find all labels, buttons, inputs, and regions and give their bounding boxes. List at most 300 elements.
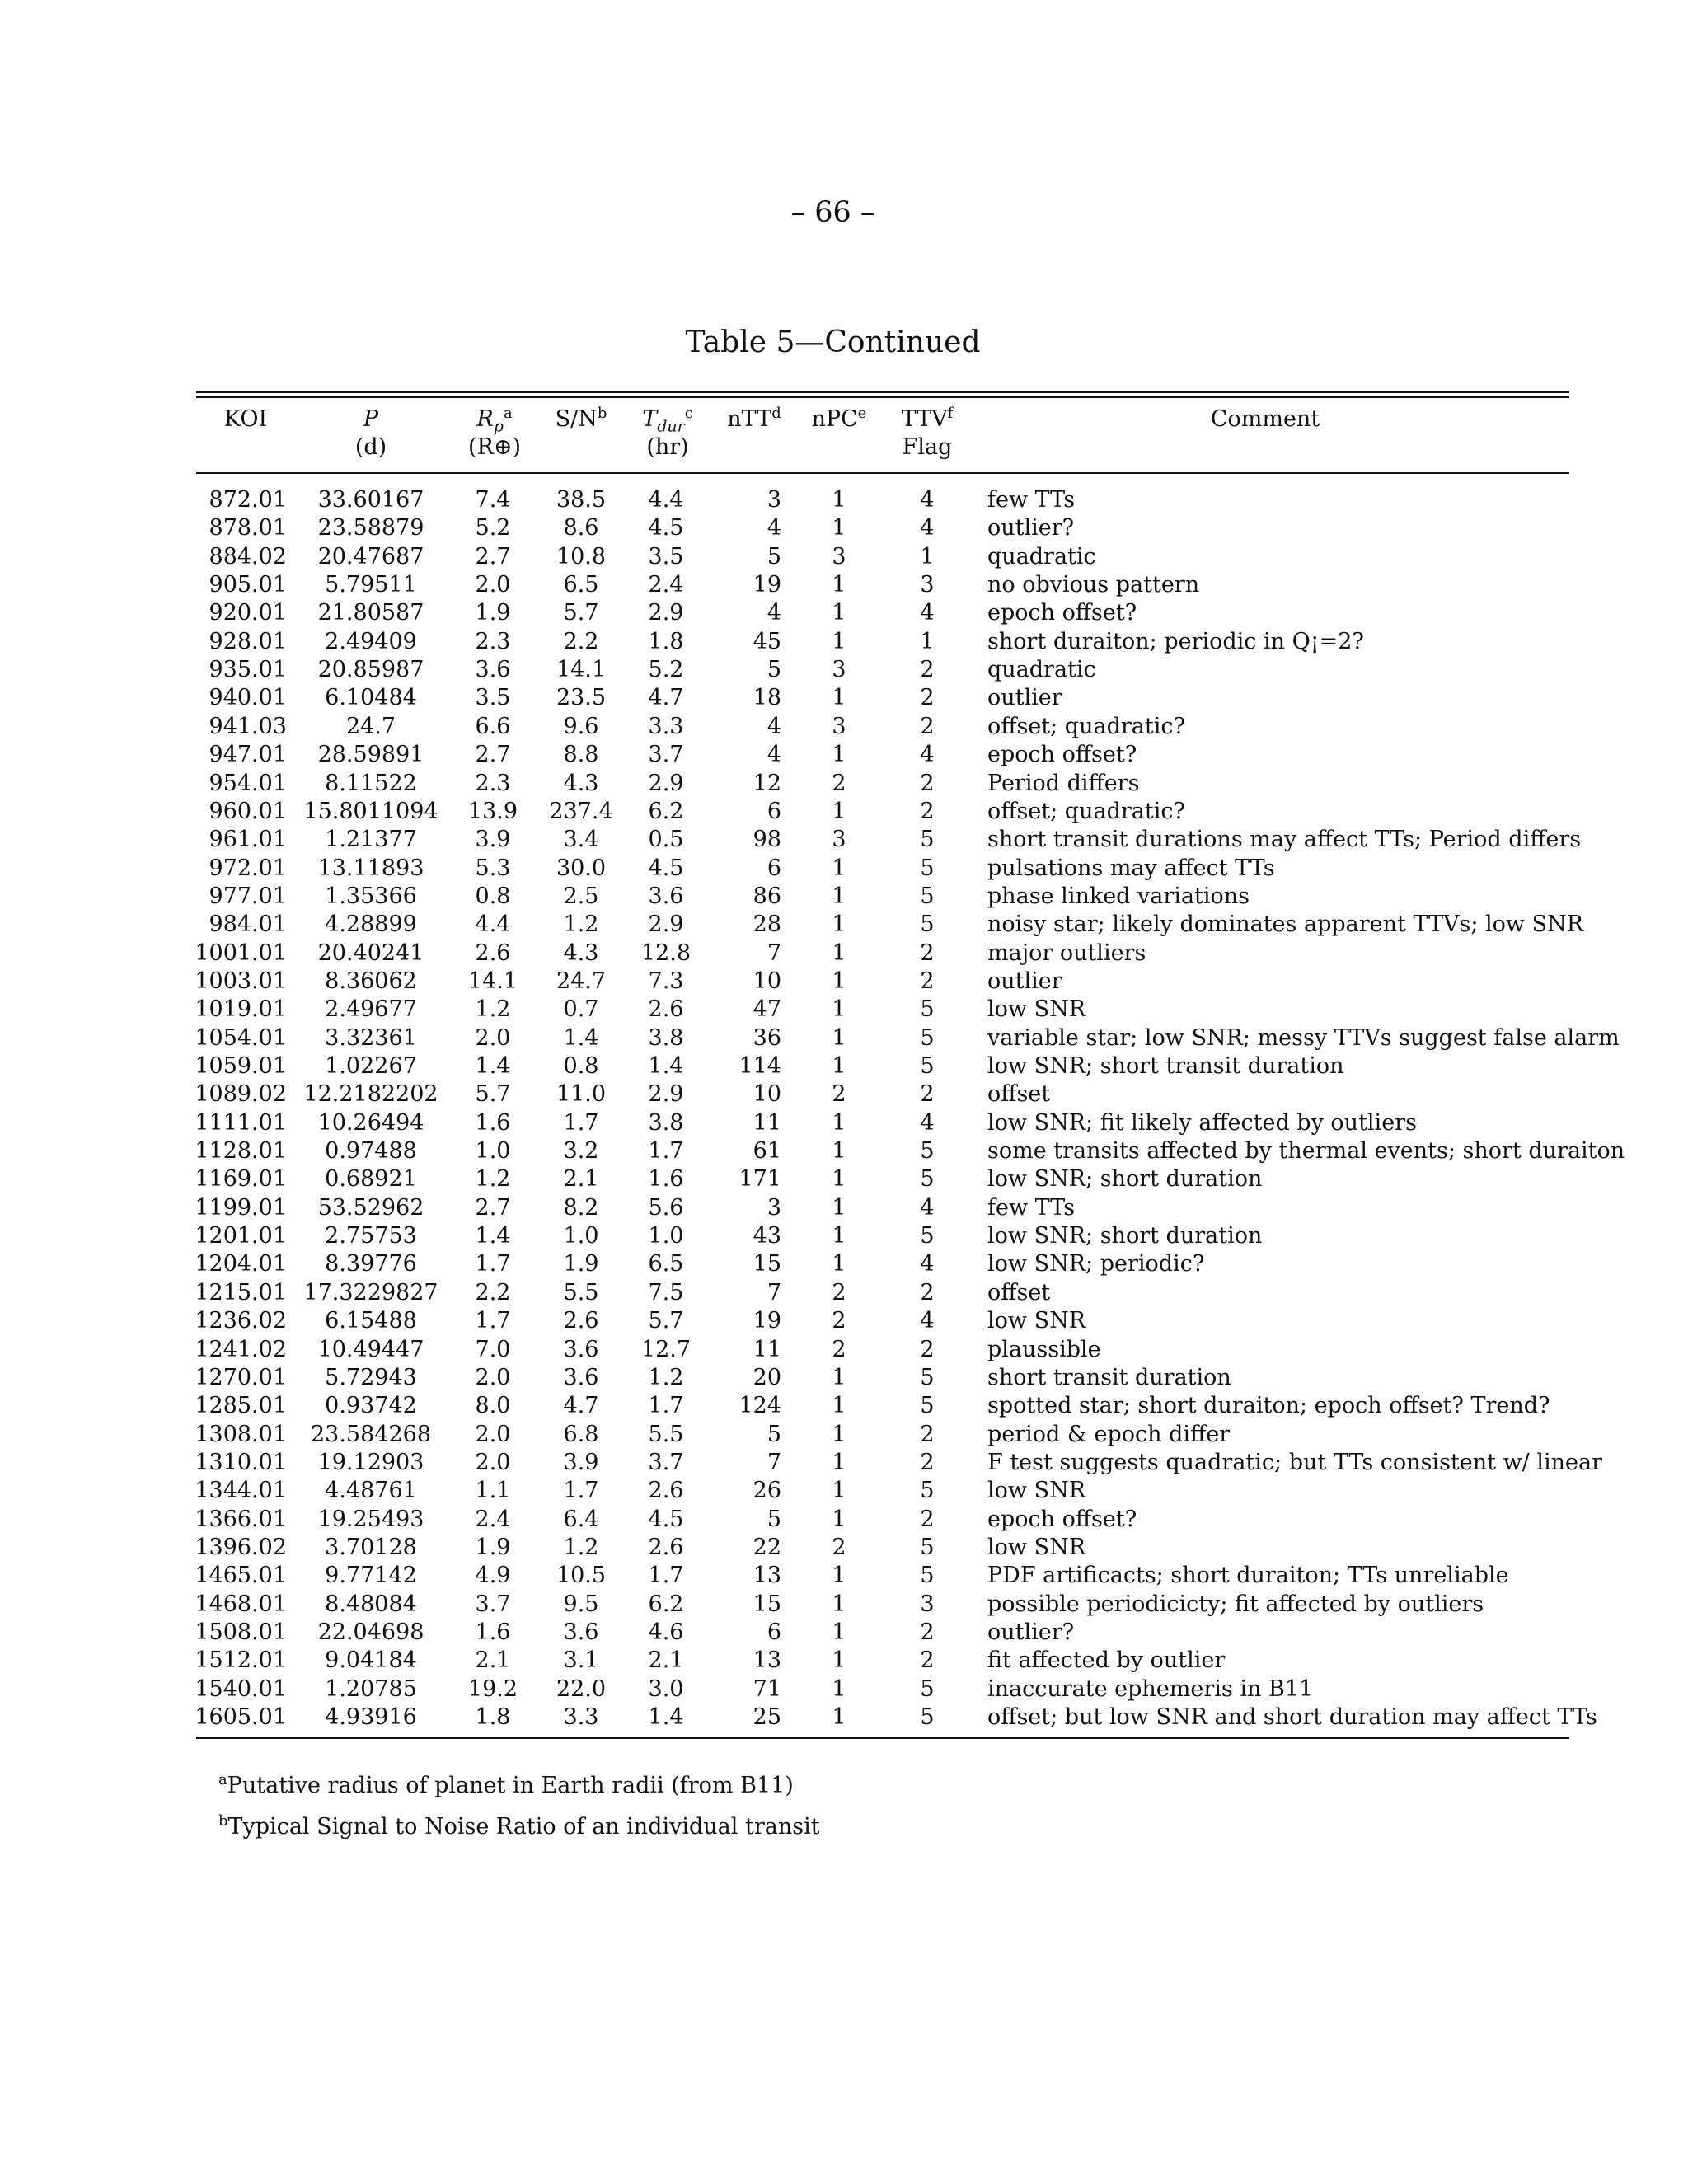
table-row xyxy=(0,1534,1688,1562)
ttv-cell: 5 xyxy=(920,1478,935,1504)
period-cell: 22.04698 xyxy=(317,1619,424,1645)
koi-cell: 935.01 xyxy=(209,657,287,683)
tdur-cell: 1.7 xyxy=(648,1393,684,1419)
table-row xyxy=(0,1619,1688,1647)
npc-cell: 1 xyxy=(832,912,846,938)
tdur-cell: 3.7 xyxy=(648,1449,684,1475)
tdur-cell: 1.0 xyxy=(648,1223,684,1249)
ttv-cell: 4 xyxy=(920,1109,935,1136)
ntt-cell: 6 xyxy=(767,1619,781,1645)
tdur-cell: 2.9 xyxy=(648,770,684,796)
comment-cell: outlier xyxy=(987,968,1062,994)
radius-cell: 4.4 xyxy=(475,912,511,938)
ttv-cell: 5 xyxy=(920,1053,935,1079)
tdur-cell: 4.4 xyxy=(648,487,684,513)
npc-cell: 1 xyxy=(832,798,846,824)
period-cell: 3.70128 xyxy=(325,1534,417,1560)
period-cell: 20.47687 xyxy=(317,543,424,569)
tdur-cell: 4.6 xyxy=(648,1619,684,1645)
ttv-cell: 2 xyxy=(920,968,935,994)
npc-cell: 3 xyxy=(832,827,846,853)
ttv-cell: 5 xyxy=(920,855,935,881)
table-row xyxy=(0,656,1688,684)
radius-cell: 1.0 xyxy=(475,1138,511,1165)
npc-cell: 1 xyxy=(832,1393,846,1419)
radius-cell: 1.4 xyxy=(475,1223,511,1249)
tdur-cell: 6.2 xyxy=(648,798,684,824)
header-period-unit: (d) xyxy=(354,434,387,460)
sn-cell: 9.6 xyxy=(563,713,599,739)
koi-cell: 1089.02 xyxy=(195,1081,287,1108)
ntt-cell: 36 xyxy=(753,1024,781,1051)
ntt-cell: 6 xyxy=(767,855,781,881)
npc-cell: 1 xyxy=(832,1364,846,1390)
koi-cell: 1508.01 xyxy=(195,1619,287,1645)
comment-cell: low SNR; periodic? xyxy=(987,1251,1205,1277)
ntt-cell: 6 xyxy=(767,798,781,824)
comment-cell: few TTs xyxy=(987,487,1076,513)
koi-cell: 1310.01 xyxy=(195,1449,287,1475)
ntt-cell: 18 xyxy=(753,685,781,711)
top-rule xyxy=(196,391,1569,393)
koi-cell: 947.01 xyxy=(209,742,287,768)
table-row xyxy=(0,684,1688,712)
ntt-cell: 22 xyxy=(753,1534,781,1560)
npc-cell: 1 xyxy=(832,1704,846,1731)
period-cell: 33.60167 xyxy=(317,487,424,513)
ntt-cell: 7 xyxy=(767,1279,781,1305)
header-ntt-label: nTT xyxy=(727,406,772,432)
period-cell: 53.52962 xyxy=(317,1194,424,1221)
ttv-cell: 2 xyxy=(920,1506,935,1532)
koi-cell: 961.01 xyxy=(209,827,287,853)
sn-cell: 3.6 xyxy=(563,1619,599,1645)
radius-cell: 3.6 xyxy=(475,657,511,683)
radius-cell: 5.3 xyxy=(475,855,511,881)
sn-cell: 3.6 xyxy=(563,1364,599,1390)
sn-cell: 237.4 xyxy=(549,798,613,824)
footnote-mark: b xyxy=(218,1812,228,1830)
sn-cell: 22.0 xyxy=(556,1675,607,1702)
ttv-cell: 4 xyxy=(920,1308,935,1334)
comment-cell: major outliers xyxy=(987,940,1146,966)
sn-cell: 1.7 xyxy=(563,1478,599,1504)
ntt-cell: 4 xyxy=(767,515,781,541)
ntt-cell: 11 xyxy=(753,1336,781,1362)
period-cell: 2.75753 xyxy=(325,1223,417,1249)
koi-cell: 905.01 xyxy=(209,572,287,598)
sn-cell: 5.5 xyxy=(563,1279,599,1305)
koi-cell: 1215.01 xyxy=(195,1279,287,1305)
ttv-cell: 1 xyxy=(920,543,935,569)
table-row xyxy=(0,1080,1688,1108)
ttv-cell: 2 xyxy=(920,1449,935,1475)
koi-cell: 1001.01 xyxy=(195,940,287,966)
koi-cell: 1344.01 xyxy=(195,1478,287,1504)
npc-cell: 1 xyxy=(832,487,846,513)
tdur-cell: 2.9 xyxy=(648,600,684,626)
koi-cell: 1111.01 xyxy=(195,1109,287,1136)
ntt-cell: 10 xyxy=(753,1081,781,1108)
header-ntt-footnote-mark: d xyxy=(771,405,781,422)
table-row xyxy=(0,1421,1688,1449)
ttv-cell: 4 xyxy=(920,1194,935,1221)
ttv-cell: 2 xyxy=(920,685,935,711)
period-cell: 21.80587 xyxy=(317,600,424,626)
npc-cell: 2 xyxy=(832,1336,846,1362)
header-ttv-unit: Flag xyxy=(902,434,953,460)
koi-cell: 1396.02 xyxy=(195,1534,287,1560)
table-row xyxy=(0,1109,1688,1137)
sn-cell: 4.3 xyxy=(563,940,599,966)
radius-cell: 3.5 xyxy=(475,685,511,711)
ntt-cell: 19 xyxy=(753,572,781,598)
sn-cell: 1.0 xyxy=(563,1223,599,1249)
period-cell: 10.26494 xyxy=(317,1109,424,1136)
comment-cell: low SNR xyxy=(987,1478,1086,1504)
sn-cell: 2.6 xyxy=(563,1308,599,1334)
header-tdur-unit: (hr) xyxy=(646,434,689,460)
ttv-cell: 4 xyxy=(920,487,935,513)
period-cell: 19.25493 xyxy=(317,1506,424,1532)
sn-cell: 0.7 xyxy=(563,996,599,1023)
ttv-cell: 5 xyxy=(920,1675,935,1702)
ntt-cell: 15 xyxy=(753,1251,781,1277)
koi-cell: 884.02 xyxy=(209,543,287,569)
npc-cell: 1 xyxy=(832,1138,846,1165)
period-cell: 1.21377 xyxy=(325,827,417,853)
header-npc-footnote-mark: e xyxy=(857,405,867,422)
table-row xyxy=(0,1506,1688,1534)
koi-cell: 1204.01 xyxy=(195,1251,287,1277)
header-ntt xyxy=(721,405,787,434)
table-row xyxy=(0,855,1688,883)
ntt-cell: 19 xyxy=(753,1308,781,1334)
tdur-cell: 3.8 xyxy=(648,1109,684,1136)
sn-cell: 8.8 xyxy=(563,742,599,768)
period-cell: 2.49677 xyxy=(325,996,417,1023)
radius-cell: 1.6 xyxy=(475,1619,511,1645)
ttv-cell: 5 xyxy=(920,1223,935,1249)
tdur-cell: 5.5 xyxy=(648,1421,684,1447)
ntt-cell: 43 xyxy=(753,1223,781,1249)
tdur-cell: 4.7 xyxy=(648,685,684,711)
period-cell: 5.79511 xyxy=(325,572,417,598)
radius-cell: 2.0 xyxy=(475,1449,511,1475)
tdur-cell: 12.7 xyxy=(640,1336,692,1362)
npc-cell: 1 xyxy=(832,1109,846,1136)
comment-cell: plaussible xyxy=(987,1336,1101,1362)
ntt-cell: 3 xyxy=(767,1194,781,1221)
header-ttv-footnote-mark: f xyxy=(947,405,954,422)
ttv-cell: 2 xyxy=(920,1647,935,1674)
tdur-cell: 3.5 xyxy=(648,543,684,569)
ntt-cell: 171 xyxy=(738,1166,781,1193)
npc-cell: 1 xyxy=(832,515,846,541)
footnotes xyxy=(218,1770,820,1853)
comment-cell: low SNR; fit likely affected by outliers xyxy=(987,1109,1417,1136)
top-rule-second xyxy=(196,396,1569,398)
period-cell: 8.48084 xyxy=(325,1591,417,1617)
ntt-cell: 71 xyxy=(753,1675,781,1702)
comment-cell: low SNR xyxy=(987,1534,1086,1560)
period-cell: 8.36062 xyxy=(325,968,417,994)
period-cell: 28.59891 xyxy=(317,742,424,768)
tdur-cell: 1.4 xyxy=(648,1704,684,1731)
radius-cell: 1.7 xyxy=(475,1308,511,1334)
npc-cell: 3 xyxy=(832,713,846,739)
radius-cell: 2.1 xyxy=(475,1647,511,1674)
table-row xyxy=(0,770,1688,798)
npc-cell: 1 xyxy=(832,996,846,1023)
period-cell: 6.10484 xyxy=(325,685,417,711)
header-tdur xyxy=(631,405,705,462)
radius-cell: 2.0 xyxy=(475,1364,511,1390)
header-radius-label: R xyxy=(476,406,494,432)
npc-cell: 1 xyxy=(832,1024,846,1051)
comment-cell: outlier? xyxy=(987,515,1075,541)
period-cell: 5.72943 xyxy=(325,1364,417,1390)
tdur-cell: 1.7 xyxy=(648,1563,684,1589)
koi-cell: 1236.02 xyxy=(195,1308,287,1334)
sn-cell: 3.2 xyxy=(563,1138,599,1165)
period-cell: 4.28899 xyxy=(325,912,417,938)
tdur-cell: 6.2 xyxy=(648,1591,684,1617)
comment-cell: offset; quadratic? xyxy=(987,713,1185,739)
koi-cell: 1169.01 xyxy=(195,1166,287,1193)
sn-cell: 8.2 xyxy=(563,1194,599,1221)
table-row xyxy=(0,1024,1688,1052)
ttv-cell: 2 xyxy=(920,1619,935,1645)
koi-cell: 977.01 xyxy=(209,883,287,909)
npc-cell: 1 xyxy=(832,855,846,881)
table-row xyxy=(0,1307,1688,1335)
comment-cell: period & epoch differ xyxy=(987,1421,1231,1447)
comment-cell: few TTs xyxy=(987,1194,1076,1221)
period-cell: 20.40241 xyxy=(317,940,424,966)
period-cell: 2.49409 xyxy=(325,628,417,654)
tdur-cell: 3.0 xyxy=(648,1675,684,1702)
ntt-cell: 11 xyxy=(753,1109,781,1136)
table-row xyxy=(0,571,1688,599)
npc-cell: 1 xyxy=(832,1421,846,1447)
table-row xyxy=(0,911,1688,939)
period-cell: 23.584268 xyxy=(310,1421,432,1447)
table-row xyxy=(0,1336,1688,1364)
ntt-cell: 7 xyxy=(767,940,781,966)
comment-cell: offset; quadratic? xyxy=(987,798,1185,824)
koi-cell: 878.01 xyxy=(209,515,287,541)
radius-cell: 2.6 xyxy=(475,940,511,966)
header-tdur-label: T xyxy=(642,406,658,432)
radius-cell: 7.0 xyxy=(475,1336,511,1362)
ttv-cell: 5 xyxy=(920,1138,935,1165)
period-cell: 12.2182202 xyxy=(303,1081,438,1108)
tdur-cell: 0.5 xyxy=(648,827,684,853)
tdur-cell: 3.8 xyxy=(648,1024,684,1051)
header-period-label: P xyxy=(363,406,379,432)
ntt-cell: 7 xyxy=(767,1449,781,1475)
koi-cell: 940.01 xyxy=(209,685,287,711)
table-row xyxy=(0,486,1688,514)
table-row xyxy=(0,741,1688,769)
radius-cell: 1.7 xyxy=(475,1251,511,1277)
tdur-cell: 1.8 xyxy=(648,628,684,654)
koi-cell: 1199.01 xyxy=(195,1194,287,1221)
comment-cell: epoch offset? xyxy=(987,742,1137,768)
npc-cell: 3 xyxy=(832,657,846,683)
npc-cell: 1 xyxy=(832,1166,846,1193)
period-cell: 1.02267 xyxy=(325,1053,417,1079)
koi-cell: 941.03 xyxy=(209,713,287,739)
table-row xyxy=(0,1675,1688,1704)
radius-cell: 1.2 xyxy=(475,1166,511,1193)
header-radius-footnote-mark: a xyxy=(503,405,513,422)
ttv-cell: 1 xyxy=(920,628,935,654)
period-cell: 19.12903 xyxy=(317,1449,424,1475)
ntt-cell: 4 xyxy=(767,600,781,626)
npc-cell: 1 xyxy=(832,742,846,768)
ntt-cell: 5 xyxy=(767,657,781,683)
ntt-cell: 5 xyxy=(767,543,781,569)
radius-cell: 2.3 xyxy=(475,628,511,654)
ttv-cell: 3 xyxy=(920,572,935,598)
ntt-cell: 13 xyxy=(753,1647,781,1674)
radius-cell: 2.4 xyxy=(475,1506,511,1532)
ntt-cell: 45 xyxy=(753,628,781,654)
period-cell: 6.15488 xyxy=(325,1308,417,1334)
period-cell: 1.20785 xyxy=(325,1675,417,1702)
radius-cell: 0.8 xyxy=(475,883,511,909)
tdur-cell: 5.2 xyxy=(648,657,684,683)
ntt-cell: 5 xyxy=(767,1421,781,1447)
sn-cell: 1.2 xyxy=(563,912,599,938)
ttv-cell: 2 xyxy=(920,657,935,683)
tdur-cell: 1.6 xyxy=(648,1166,684,1193)
comment-cell: epoch offset? xyxy=(987,600,1137,626)
ttv-cell: 5 xyxy=(920,1534,935,1560)
radius-cell: 5.7 xyxy=(475,1081,511,1108)
table-row xyxy=(0,599,1688,627)
comment-cell: short transit duration xyxy=(987,1364,1231,1390)
footnote-b xyxy=(218,1811,820,1853)
ttv-cell: 2 xyxy=(920,770,935,796)
table-row xyxy=(0,1137,1688,1165)
npc-cell: 1 xyxy=(832,1591,846,1617)
radius-cell: 1.1 xyxy=(475,1478,511,1504)
npc-cell: 1 xyxy=(832,1194,846,1221)
ttv-cell: 2 xyxy=(920,1421,935,1447)
tdur-cell: 5.7 xyxy=(648,1308,684,1334)
radius-cell: 1.2 xyxy=(475,996,511,1023)
koi-cell: 1270.01 xyxy=(195,1364,287,1390)
ttv-cell: 5 xyxy=(920,1704,935,1731)
sn-cell: 6.5 xyxy=(563,572,599,598)
comment-cell: noisy star; likely dominates apparent TTVs; low SNR xyxy=(987,912,1584,938)
koi-cell: 1366.01 xyxy=(195,1506,287,1532)
period-cell: 8.11522 xyxy=(325,770,417,796)
table-row xyxy=(0,883,1688,911)
table-row xyxy=(0,1647,1688,1675)
ntt-cell: 15 xyxy=(753,1591,781,1617)
ntt-cell: 47 xyxy=(753,996,781,1023)
comment-cell: low SNR; short transit duration xyxy=(987,1053,1344,1079)
radius-cell: 2.0 xyxy=(475,572,511,598)
npc-cell: 1 xyxy=(832,1619,846,1645)
comment-cell: low SNR; short duration xyxy=(987,1166,1263,1193)
sn-cell: 4.3 xyxy=(563,770,599,796)
ntt-cell: 4 xyxy=(767,742,781,768)
tdur-cell: 3.6 xyxy=(648,883,684,909)
sn-cell: 2.1 xyxy=(563,1166,599,1193)
tdur-cell: 6.5 xyxy=(648,1251,684,1277)
ttv-cell: 4 xyxy=(920,515,935,541)
radius-cell: 8.0 xyxy=(475,1393,511,1419)
header-tdur-sub: dur xyxy=(657,417,685,436)
ntt-cell: 3 xyxy=(767,487,781,513)
radius-cell: 6.6 xyxy=(475,713,511,739)
sn-cell: 10.5 xyxy=(556,1563,607,1589)
sn-cell: 30.0 xyxy=(556,855,607,881)
comment-cell: offset xyxy=(987,1081,1051,1108)
ttv-cell: 2 xyxy=(920,798,935,824)
table-row xyxy=(0,543,1688,571)
koi-cell: 920.01 xyxy=(209,600,287,626)
tdur-cell: 2.9 xyxy=(648,912,684,938)
comment-cell: variable star; low SNR; messy TTVs suggest false alarm xyxy=(987,1024,1620,1051)
ttv-cell: 5 xyxy=(920,996,935,1023)
sn-cell: 38.5 xyxy=(556,487,607,513)
ntt-cell: 4 xyxy=(767,713,781,739)
header-radius xyxy=(457,405,532,462)
sn-cell: 14.1 xyxy=(556,657,607,683)
table-row xyxy=(0,1279,1688,1307)
table-row xyxy=(0,1250,1688,1278)
sn-cell: 11.0 xyxy=(556,1081,607,1108)
period-cell: 9.77142 xyxy=(325,1563,417,1589)
ttv-cell: 5 xyxy=(920,1563,935,1589)
npc-cell: 2 xyxy=(832,1308,846,1334)
npc-cell: 1 xyxy=(832,1223,846,1249)
tdur-cell: 2.1 xyxy=(648,1647,684,1674)
ttv-cell: 5 xyxy=(920,912,935,938)
npc-cell: 1 xyxy=(832,628,846,654)
period-cell: 0.68921 xyxy=(325,1166,417,1193)
tdur-cell: 3.7 xyxy=(648,742,684,768)
npc-cell: 2 xyxy=(832,1081,846,1108)
comment-cell: offset; but low SNR and short duration may affect TTs xyxy=(987,1704,1597,1731)
npc-cell: 2 xyxy=(832,770,846,796)
koi-cell: 1019.01 xyxy=(195,996,287,1023)
comment-cell: quadratic xyxy=(987,543,1096,569)
koi-cell: 1540.01 xyxy=(195,1675,287,1702)
comment-cell: outlier? xyxy=(987,1619,1075,1645)
ntt-cell: 25 xyxy=(753,1704,781,1731)
koi-cell: 1059.01 xyxy=(195,1053,287,1079)
radius-cell: 1.6 xyxy=(475,1109,511,1136)
radius-cell: 2.0 xyxy=(475,1024,511,1051)
period-cell: 23.58879 xyxy=(317,515,424,541)
npc-cell: 1 xyxy=(832,600,846,626)
table-row xyxy=(0,1704,1688,1732)
ntt-cell: 114 xyxy=(738,1053,781,1079)
period-cell: 0.97488 xyxy=(325,1138,417,1165)
koi-cell: 1003.01 xyxy=(195,968,287,994)
footnote-a xyxy=(218,1770,820,1811)
table-row xyxy=(0,1562,1688,1590)
tdur-cell: 1.2 xyxy=(648,1364,684,1390)
table-row xyxy=(0,1364,1688,1392)
